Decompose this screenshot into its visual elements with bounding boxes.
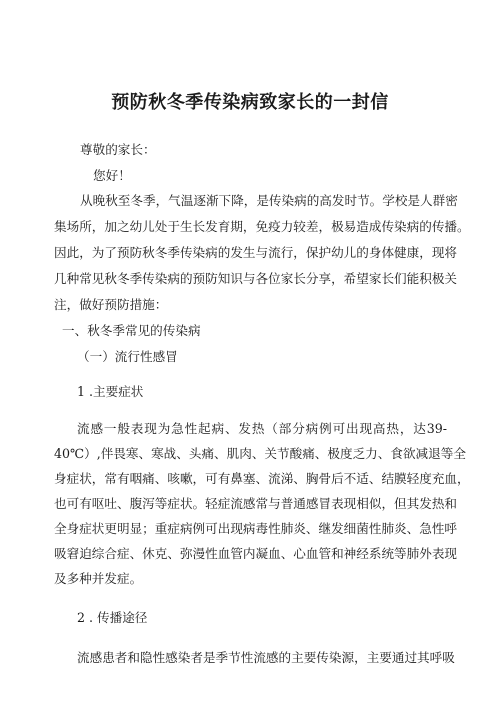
- transmission-line: 流感患者和隐性感染者是季节性流感的主要传染源，主要通过其呼吸: [77, 650, 455, 665]
- symptoms-line: 流感一般表现为急性起病、发热（部分病例可出现高热，达39-: [77, 421, 447, 436]
- item-heading: 1 .主要症状: [77, 384, 144, 399]
- intro-line: 注，做好预防措施：: [54, 297, 168, 312]
- page-title: 预防秋冬季传染病致家长的一封信: [111, 92, 389, 113]
- item-heading: 2 . 传播途径: [77, 610, 148, 625]
- symptoms-line: 全身症状更明显；重症病例可出现病毒性肺炎、继发细菌性肺炎、急性呼: [54, 521, 457, 536]
- symptoms-line: 也可有呕吐、腹泻等症状。轻症流感常与普通感冒表现相似，但其发热和: [54, 496, 457, 511]
- intro-line: 集场所，加之幼儿处于生长发育期，免疫力较差，极易造成传染病的传播。: [54, 219, 470, 234]
- greeting: 您好！: [93, 168, 131, 183]
- section-heading: 一、秋冬季常见的传染病: [62, 323, 201, 338]
- symptoms-line: 身症状，常有咽痛、咳嗽，可有鼻塞、流涕、胸骨后不适、结膜轻度充血，: [54, 471, 470, 486]
- subsection-heading: （一）流行性感冒: [77, 349, 178, 364]
- intro-line: 从晚秋至冬季，气温逐渐下降，是传染病的高发时节。学校是人群密: [80, 193, 458, 208]
- symptoms-line: 吸窘迫综合症、休克、弥漫性血管内凝血、心血管和神经系统等肺外表现: [54, 546, 457, 561]
- intro-line: 几种常见秋冬季传染病的预防知识与各位家长分享，希望家长们能积极关: [54, 271, 457, 286]
- salutation: 尊敬的家长：: [80, 142, 156, 157]
- symptoms-line: 40℃）,伴畏寒、寒战、头痛、肌肉、关节酸痛、极度乏力、食欲减退等全: [54, 446, 466, 461]
- intro-line: 因此，为了预防秋冬季传染病的发生与流行，保护幼儿的身体健康，现将: [54, 245, 457, 260]
- symptoms-line: 及多种并发症。: [54, 571, 143, 586]
